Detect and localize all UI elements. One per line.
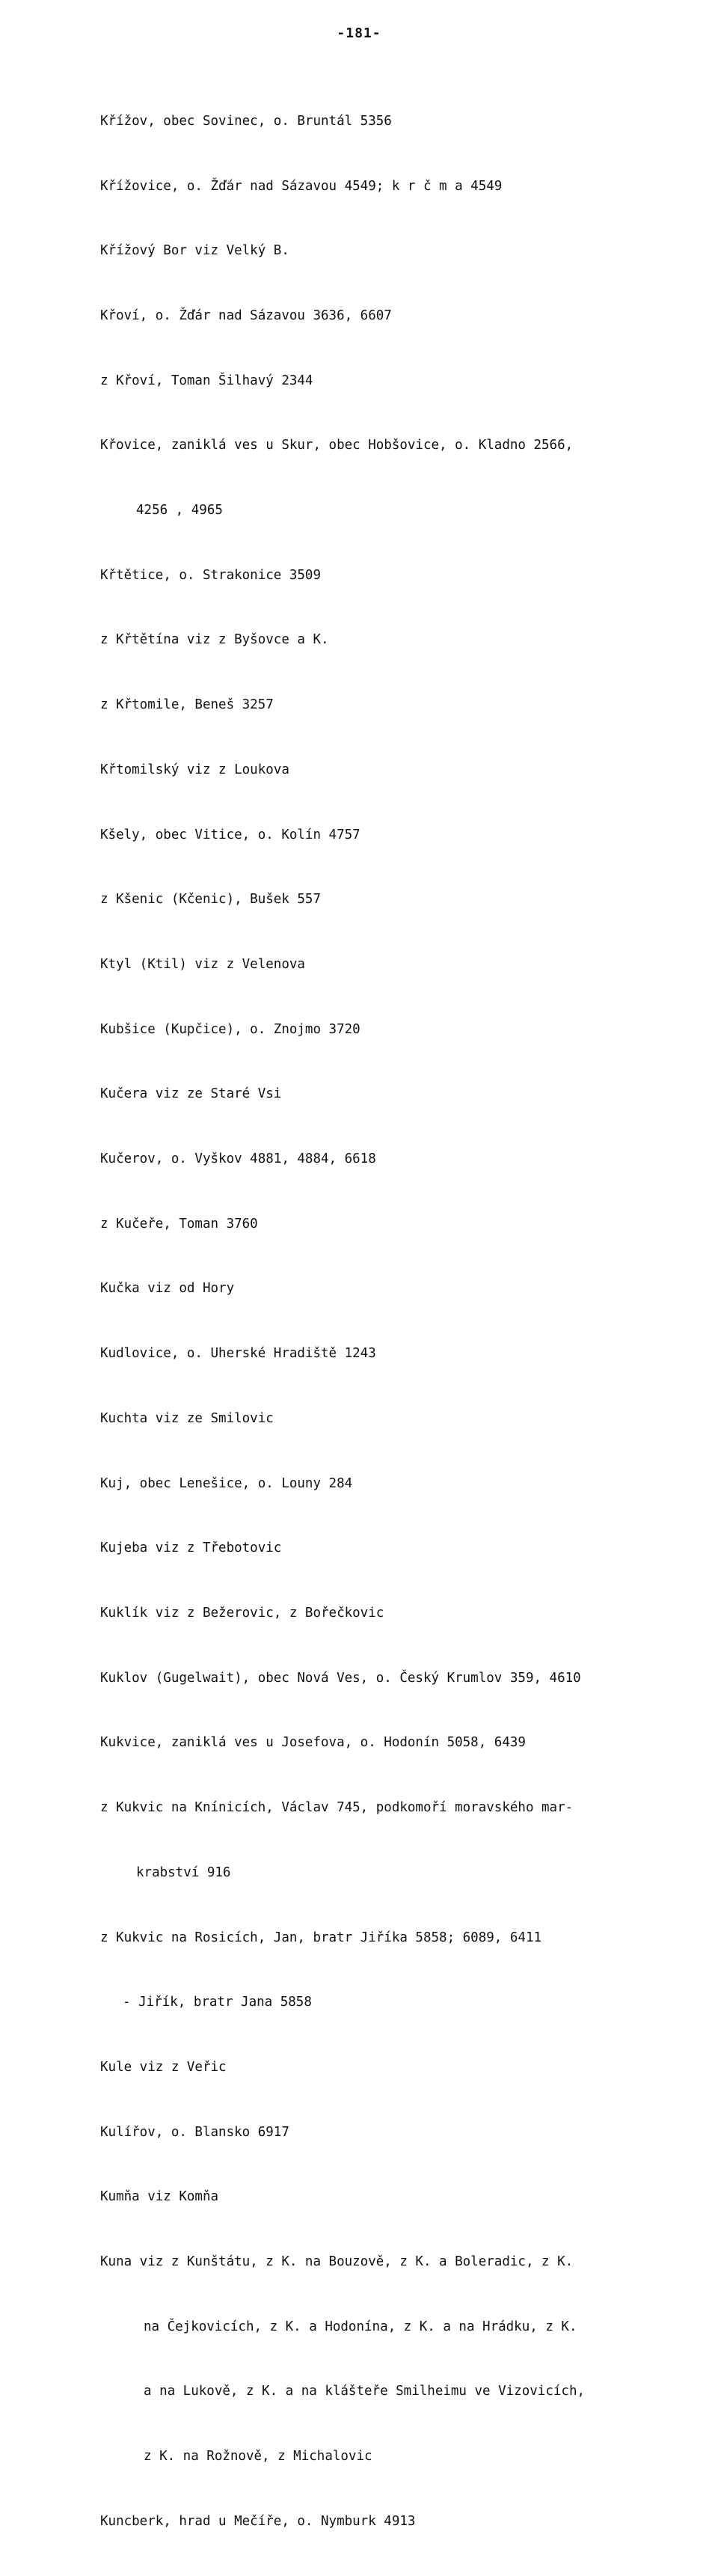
index-line: Křížov, obec Sovinec, o. Bruntál 5356 [100, 113, 392, 129]
index-line-continuation: na Čejkovicích, z K. a Hodonína, z K. a na Hrádku, z K. [144, 2319, 577, 2334]
index-line: Kuklov (Gugelwait), obec Nová Ves, o. Český Krumlov 359, 4610 [100, 1670, 581, 1686]
index-line: Kučka viz od Hory [100, 1281, 235, 1297]
index-line: Kučera viz ze Staré Vsi [100, 1086, 282, 1102]
index-line: Kumňa viz Komňa [100, 2189, 219, 2205]
index-line: z Kučeře, Toman 3760 [100, 1216, 258, 1232]
index-line: Křížový Bor viz Velký B. [100, 243, 289, 259]
index-line: Kukvice, zaniklá ves u Josefova, o. Hodonín 5058, 6439 [100, 1735, 526, 1751]
index-line: Kuklík viz z Bežerovic, z Bořečkovic [100, 1605, 384, 1621]
index-line: Kulířov, o. Blansko 6917 [100, 2124, 289, 2140]
index-line: z Křoví, Toman Šilhavý 2344 [100, 373, 313, 388]
index-line: Kučerov, o. Vyškov 4881, 4884, 6618 [100, 1151, 376, 1167]
index-line: Křtětice, o. Strakonice 3509 [100, 567, 322, 583]
index-entries [100, 67, 669, 2576]
index-line: Křtomilský viz z Loukova [100, 762, 289, 777]
index-line: Křovice, zaniklá ves u Skur, obec Hobšovice, o. Kladno 2566, [100, 438, 574, 453]
index-line: Křížovice, o. Žďár nad Sázavou 4549; k r č m a 4549 [100, 178, 503, 194]
index-line: Ktyl (Ktil) viz z Velenova [100, 956, 305, 972]
index-line: Kujeba viz z Třebotovic [100, 1541, 282, 1556]
index-line: Kuncberk, hrad u Mečíře, o. Nymburk 4913 [100, 2513, 416, 2529]
index-line: Kule viz z Veřic [100, 2059, 227, 2075]
index-line: z Křtomile, Beneš 3257 [100, 697, 274, 713]
index-line-continuation: 4256 , 4965 [136, 503, 223, 518]
index-line: z Kšenic (Kčenic), Bušek 557 [100, 892, 322, 908]
index-line-continuation: krabství 916 [136, 1864, 231, 1880]
index-line: Kudlovice, o. Uherské Hradiště 1243 [100, 1346, 376, 1362]
index-line-continuation: a na Lukově, z K. a na klášteře Smilheimu ve Vizovicích, [144, 2384, 586, 2399]
index-line-continuation: z K. na Rožnově, z Michalovic [144, 2449, 372, 2465]
index-line: Kubšice (Kupčice), o. Znojmo 3720 [100, 1021, 360, 1037]
page-number: -181- [337, 25, 381, 41]
index-line: Kuj, obec Lenešice, o. Louny 284 [100, 1475, 353, 1491]
index-line: z Kukvic na Rosicích, Jan, bratr Jiříka 5858; 6089, 6411 [100, 1930, 542, 1945]
index-line: Kuna viz z Kunštátu, z K. na Bouzově, z K. a Boleradic, z K. [100, 2254, 574, 2270]
index-line-subentry: - Jiřík, bratr Jana 5858 [123, 1995, 312, 2010]
index-line: z Křtětína viz z Byšovce a K. [100, 632, 329, 648]
index-line: z Kukvic na Knínicích, Václav 745, podkomoří moravského mar- [100, 1800, 574, 1816]
index-line: Křoví, o. Žďár nad Sázavou 3636, 6607 [100, 308, 392, 323]
index-line: Kuchta viz ze Smilovic [100, 1410, 274, 1426]
index-line: Kšely, obec Vitice, o. Kolín 4757 [100, 827, 360, 842]
